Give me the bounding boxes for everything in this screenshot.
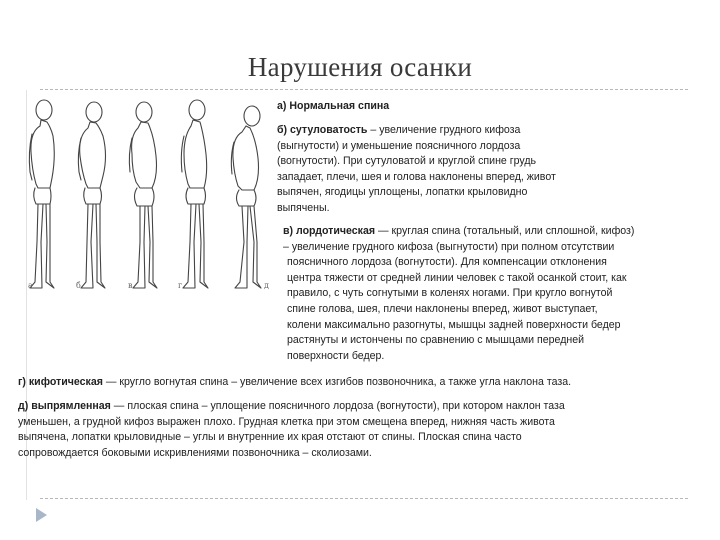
item-d-line: выпячена, лопатки крыловидные – углы и внутренние их края отстают от спины. Плоская спина часто — [18, 431, 522, 444]
item-v-line: поверхности бедер. — [287, 349, 385, 362]
figure-label-d: д — [264, 281, 269, 290]
posture-figures-illustration — [20, 92, 276, 304]
item-b-line: (выгнутости) и уменьшение поясничного лордоза — [277, 139, 521, 152]
posture-figure-g — [181, 100, 208, 288]
item-v-line: поясничного лордоза (вогнутости). Для компенсации отклонения — [287, 256, 607, 269]
item-v-line: – увеличение грудного кифоза (выгнутости) при полном отсутствии — [283, 240, 615, 253]
posture-figure-b — [78, 102, 105, 288]
item-v-line: — круглая спина (тотальный, или сплошной, кифоз) — [375, 225, 635, 237]
item-v-term: в) лордотическая — [283, 225, 376, 237]
posture-figure-d — [231, 106, 261, 288]
item-lordotic — [283, 224, 703, 364]
figure-label-b: б — [76, 281, 81, 290]
item-g-line: — кругло вогнутая спина – увеличение всех изгибов позвоночника, а также угла наклона таза. — [102, 376, 572, 388]
item-b-line: – увеличение грудного кифоза — [367, 124, 521, 136]
item-stooping — [277, 123, 622, 217]
item-b-line: выпячен, ягодицы уплощены, лопатки крыловидно — [277, 186, 528, 199]
item-flat-back — [18, 399, 698, 461]
item-v-line: спине голова, шея, плечи наклонены вперед, живот выступает, — [287, 302, 598, 315]
item-d-line: сопровождается боковыми искривлениями позвоночника – сколиозами. — [18, 446, 372, 459]
item-d-line: уменьшен, а грудной кифоз выражен плохо. Грудная клетка при этом смещена вперед, нижняя часть живота — [18, 415, 555, 428]
arrow-icon — [36, 508, 47, 522]
figure-label-g: г — [178, 281, 183, 290]
bottom-divider — [40, 498, 688, 499]
item-a-term: а) Нормальная спина — [277, 100, 390, 112]
item-v-line: правило, с чуть согнутыми в коленях ногами. При кругло вогнутой — [287, 287, 613, 300]
item-b-line: (вогнутости). При сутуловатой и круглой спине грудь — [277, 155, 537, 168]
figure-label-a: а — [28, 281, 33, 290]
item-b-term: б) сутуловатость — [277, 124, 368, 136]
posture-figure-a — [29, 100, 54, 288]
item-v-line: колени максимально разогнуты, мышцы задней поверхности бедер — [287, 318, 621, 331]
item-v-line: центра тяжести от средней линии человек с такой осанкой стоит, как — [287, 271, 627, 284]
posture-figure-v — [129, 102, 157, 288]
figure-label-v: в — [128, 281, 133, 290]
item-b-line: выпячены. — [277, 201, 330, 214]
top-divider — [40, 89, 688, 90]
item-kyphotic — [18, 375, 708, 391]
item-d-line: — плоская спина – уплощение поясничного лордоза (вогнутости), при котором наклон таза — [110, 400, 565, 412]
item-g-term: г) кифотическая — [18, 376, 103, 388]
item-d-term: д) выпрямленная — [18, 400, 111, 412]
item-b-line: западает, плечи, шея и голова наклонены вперед, живот — [277, 170, 556, 183]
item-normal-back — [277, 99, 697, 115]
item-v-line: растянуты и истончены по сравнению с мышцами передней — [287, 334, 585, 347]
page-title: Нарушения осанки — [247, 52, 473, 82]
